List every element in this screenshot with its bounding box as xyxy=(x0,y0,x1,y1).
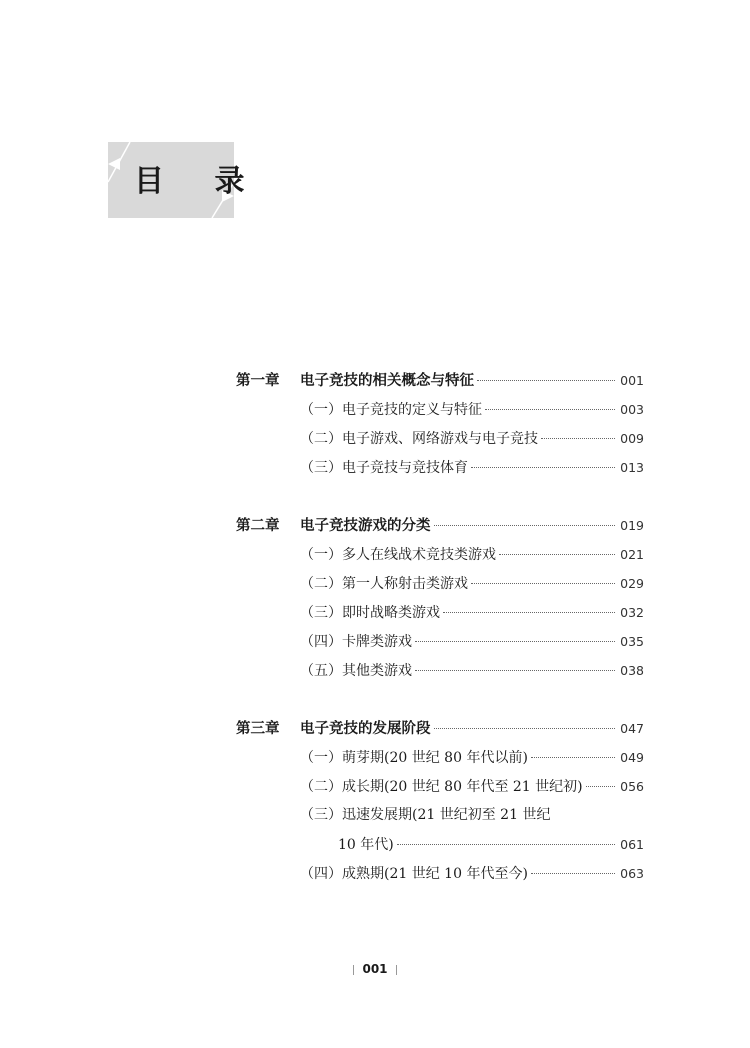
page-number: 003 xyxy=(620,402,644,417)
page-number: 019 xyxy=(620,518,644,533)
page-number: 009 xyxy=(620,431,644,446)
toc-chapter-1 xyxy=(236,366,644,482)
dot-leader xyxy=(477,380,615,381)
footer-page-number: 001 xyxy=(362,962,388,976)
section-title: （一）多人在线战术竞技类游戏 xyxy=(300,547,496,563)
page-number: 035 xyxy=(620,634,644,649)
section-title: （三）即时战略类游戏 xyxy=(300,605,440,621)
dot-leader xyxy=(434,728,616,729)
toc-section[interactable] xyxy=(236,453,644,482)
section-title: （一）电子竞技的定义与特征 xyxy=(300,402,482,418)
dot-leader xyxy=(531,757,615,758)
dot-leader xyxy=(586,786,615,787)
dot-leader xyxy=(531,873,615,874)
toc-section[interactable] xyxy=(236,772,644,801)
toc-section[interactable] xyxy=(236,627,644,656)
toc-section-continuation[interactable] xyxy=(236,830,644,859)
section-title-continuation: 10 年代) xyxy=(338,837,394,853)
toc-section[interactable] xyxy=(236,598,644,627)
section-title: （四）成熟期(21 世纪 10 年代至今) xyxy=(300,866,528,882)
section-title: （三）电子竞技与竞技体育 xyxy=(300,460,468,476)
page-number: 038 xyxy=(620,663,644,678)
toc-section[interactable] xyxy=(236,859,644,888)
dot-leader xyxy=(443,612,615,613)
toc-title-banner xyxy=(108,142,265,218)
dot-leader xyxy=(415,670,615,671)
toc-chapter-heading[interactable] xyxy=(236,511,644,540)
section-title: （四）卡牌类游戏 xyxy=(300,634,412,650)
page-number: 063 xyxy=(620,866,644,881)
page-number: 061 xyxy=(620,837,644,852)
page-number: 049 xyxy=(620,750,644,765)
section-title: （二）第一人称射击类游戏 xyxy=(300,576,468,592)
page-footer xyxy=(0,962,750,976)
chapter-number: 第一章 xyxy=(236,373,280,389)
chapter-number: 第三章 xyxy=(236,721,280,737)
page-number: 047 xyxy=(620,721,644,736)
toc-chapter-2 xyxy=(236,511,644,685)
chapter-title: 电子竞技的相关概念与特征 xyxy=(300,373,474,389)
chapter-title: 电子竞技游戏的分类 xyxy=(300,518,431,534)
toc-chapter-heading[interactable] xyxy=(236,714,644,743)
chapter-number: 第二章 xyxy=(236,518,280,534)
section-title: （五）其他类游戏 xyxy=(300,663,412,679)
page-number: 021 xyxy=(620,547,644,562)
table-of-contents xyxy=(236,366,644,888)
page-number: 001 xyxy=(620,373,644,388)
section-title: （二）电子游戏、网络游戏与电子竞技 xyxy=(300,431,538,447)
page-number: 029 xyxy=(620,576,644,591)
toc-chapter-3 xyxy=(236,714,644,888)
dot-leader xyxy=(485,409,615,410)
chapter-title: 电子竞技的发展阶段 xyxy=(300,721,431,737)
page-number: 013 xyxy=(620,460,644,475)
dot-leader xyxy=(471,583,615,584)
toc-section[interactable] xyxy=(236,569,644,598)
page-number: 032 xyxy=(620,605,644,620)
dot-leader xyxy=(415,641,615,642)
toc-section[interactable] xyxy=(236,743,644,772)
toc-section[interactable] xyxy=(236,540,644,569)
dot-leader xyxy=(434,525,616,526)
page-number: 056 xyxy=(620,779,644,794)
section-title: （三）迅速发展期(21 世纪初至 21 世纪 xyxy=(300,807,551,823)
dot-leader xyxy=(471,467,615,468)
dot-leader xyxy=(499,554,615,555)
toc-section[interactable] xyxy=(236,424,644,453)
toc-section[interactable] xyxy=(236,801,644,830)
section-title: （二）成长期(20 世纪 80 年代至 21 世纪初) xyxy=(300,779,583,795)
toc-section[interactable] xyxy=(236,656,644,685)
dot-leader xyxy=(397,844,615,845)
section-title: （一）萌芽期(20 世纪 80 年代以前) xyxy=(300,750,528,766)
dot-leader xyxy=(541,438,615,439)
footer-divider xyxy=(353,965,354,975)
footer-divider xyxy=(396,965,397,975)
toc-section[interactable] xyxy=(236,395,644,424)
toc-chapter-heading[interactable] xyxy=(236,366,644,395)
page-title: 目 录 xyxy=(134,164,265,199)
